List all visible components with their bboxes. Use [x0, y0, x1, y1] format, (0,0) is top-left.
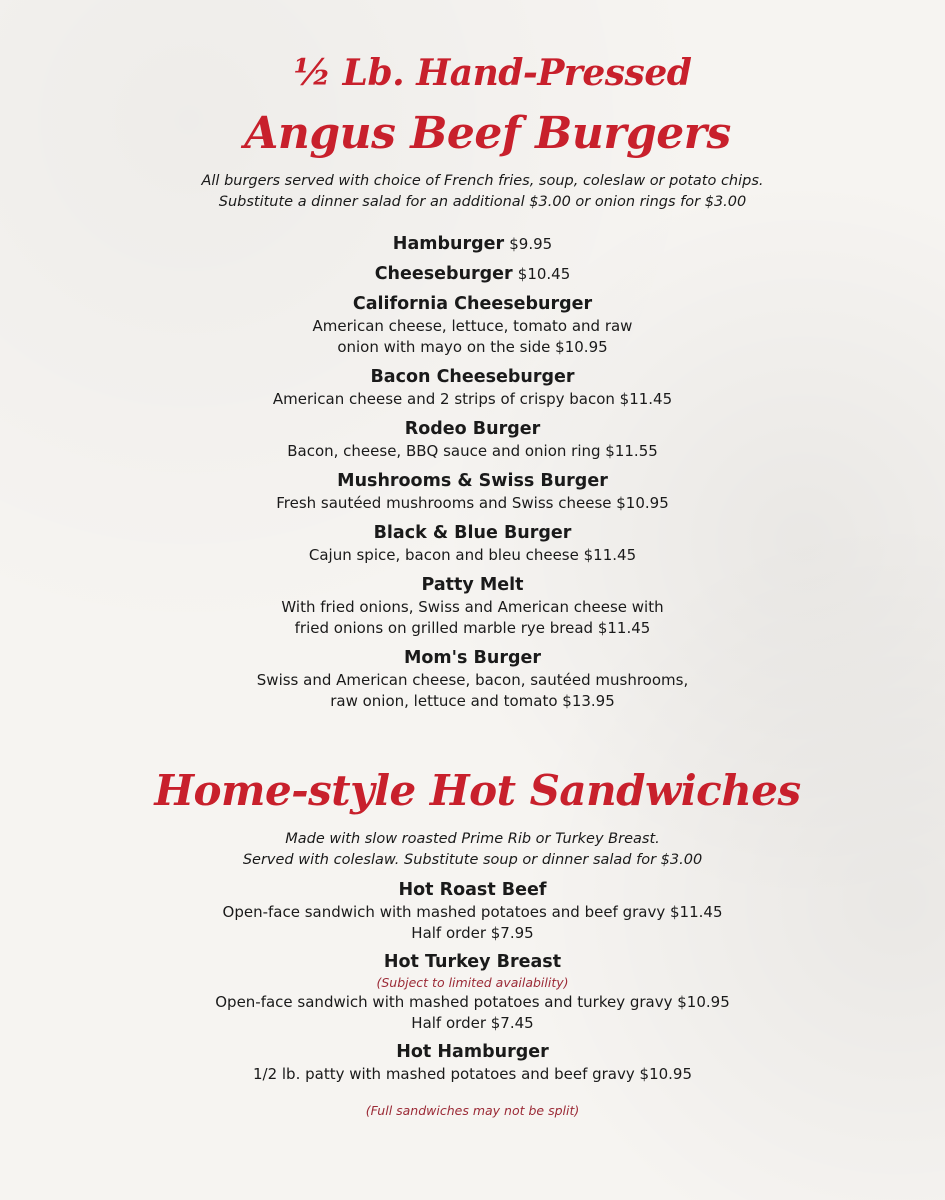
menu-item-hamburger: [0, 232, 945, 256]
item-name: Mushrooms & Swiss Burger: [337, 471, 608, 491]
item-desc-line1: With fried onions, Swiss and American cheese with: [281, 598, 664, 616]
item-desc-line1: American cheese and 2 strips of crispy bacon $11.45: [272, 390, 673, 408]
menu-item-black-blue-burger: [0, 521, 945, 566]
menu-item-hot-hamburger: [0, 1040, 945, 1085]
split-policy-note: (Full sandwiches may not be split): [365, 1103, 580, 1118]
hot-sandwiches-intro: [0, 829, 945, 871]
burgers-intro: [0, 171, 945, 213]
menu-item-rodeo-burger: [0, 417, 945, 462]
item-name: Black & Blue Burger: [373, 523, 572, 543]
hot-sandwiches-title: Home-style Hot Sandwiches: [154, 766, 801, 815]
item-name: Hot Roast Beef: [398, 880, 547, 900]
item-desc-line1: Swiss and American cheese, bacon, sautéed mushrooms,: [256, 671, 689, 689]
burgers-intro-line1: All burgers served with choice of French fries, soup, coleslaw or potato chips.: [201, 173, 764, 189]
item-desc-line1: Cajun spice, bacon and bleu cheese $11.45: [308, 546, 637, 564]
item-name: Bacon Cheeseburger: [370, 367, 575, 387]
item-name: Mom's Burger: [404, 648, 541, 668]
item-name: Patty Melt: [421, 575, 524, 595]
burgers-title-line1: ½ Lb. Hand-Pressed: [293, 52, 692, 94]
item-name: Cheeseburger: [374, 264, 513, 284]
item-desc-line2: Half order $7.45: [411, 1014, 534, 1032]
item-name: Hot Turkey Breast: [383, 952, 562, 972]
menu-item-hot-roast-beef: [0, 878, 945, 944]
item-desc-line2: Half order $7.95: [411, 924, 534, 942]
burgers-title-line2: Angus Beef Burgers: [244, 108, 731, 159]
menu-item-hot-turkey-breast: [0, 950, 945, 1034]
hot-intro-line2: Served with coleslaw. Substitute soup or dinner salad for $3.00: [242, 852, 703, 868]
item-name: Hamburger: [392, 234, 505, 254]
hot-sandwich-list: [0, 878, 945, 1091]
menu-item-california-cheeseburger: [0, 292, 945, 358]
item-price: $9.95: [509, 235, 553, 253]
item-desc-line2: fried onions on grilled marble rye bread $11.45: [294, 619, 651, 637]
item-desc-line1: Fresh sautéed mushrooms and Swiss cheese $10.95: [276, 494, 669, 512]
item-desc-line2: onion with mayo on the side $10.95: [337, 338, 608, 356]
item-price: $10.45: [517, 265, 571, 283]
item-desc-line2: raw onion, lettuce and tomato $13.95: [330, 692, 615, 710]
item-desc-line1: American cheese, lettuce, tomato and raw: [312, 317, 633, 335]
menu-item-bacon-cheeseburger: [0, 365, 945, 410]
burger-list: [0, 232, 945, 719]
item-name: Hot Hamburger: [396, 1042, 549, 1062]
menu-item-patty-melt: [0, 573, 945, 639]
menu-item-moms-burger: [0, 646, 945, 712]
hot-intro-line1: Made with slow roasted Prime Rib or Turkey Breast.: [285, 831, 660, 847]
availability-note: (Subject to limited availability): [376, 975, 569, 990]
menu-item-cheeseburger: [0, 262, 945, 286]
item-name: Rodeo Burger: [404, 419, 541, 439]
item-desc-line1: Open-face sandwich with mashed potatoes and turkey gravy $10.95: [215, 993, 730, 1011]
item-desc-line1: Open-face sandwich with mashed potatoes and beef gravy $11.45: [222, 903, 723, 921]
item-desc-line1: 1/2 lb. patty with mashed potatoes and beef gravy $10.95: [252, 1065, 693, 1083]
item-desc-line1: Bacon, cheese, BBQ sauce and onion ring $11.55: [287, 442, 658, 460]
menu-item-mushrooms-swiss-burger: [0, 469, 945, 514]
item-name: California Cheeseburger: [352, 294, 593, 314]
burgers-intro-line2: Substitute a dinner salad for an additional $3.00 or onion rings for $3.00: [218, 194, 747, 210]
